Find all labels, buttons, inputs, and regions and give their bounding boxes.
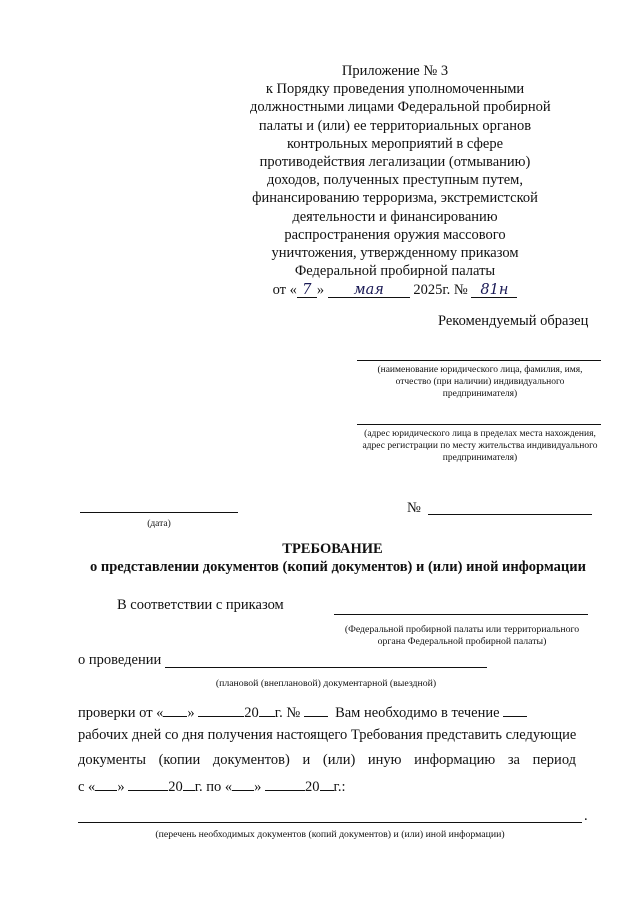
address-line [357, 424, 601, 425]
list-end-dot: . [584, 808, 588, 824]
period-to: г. по « [194, 779, 233, 795]
period-year1-blank [183, 776, 195, 791]
period-day2-blank [232, 776, 254, 791]
appendix-line: доходов, полученных преступным путем, [267, 172, 523, 189]
appendix-line: контрольных мероприятий в сфере [287, 135, 503, 152]
period-day1-blank [95, 776, 117, 791]
period-month2-blank [265, 776, 305, 791]
period-quote1: » [117, 779, 125, 795]
date-prefix: от « [272, 282, 297, 299]
date-line [80, 512, 238, 513]
recipient-caption: (наименование юридического лица, фамилия, имя, отчество (при наличии) индивидуального предпринимателя) [377, 365, 583, 399]
date-mid: » [316, 282, 325, 299]
check-number-blank [304, 702, 328, 717]
check-from: проверки от « [78, 705, 164, 721]
check-day-blank [163, 702, 187, 717]
appendix-line: к Порядку проведения уполномоченными [265, 81, 525, 98]
appendix-line: распространения оружия массового [284, 226, 506, 243]
list-line [78, 822, 582, 823]
period-year2-blank [320, 776, 334, 791]
days-blank [503, 702, 527, 717]
appendix-line: противодействия легализации (отмыванию) [259, 154, 531, 171]
check-year: 20 [244, 705, 259, 721]
body-line-3: документы (копии документов) и (или) иную информацию за период [78, 752, 577, 768]
list-caption: (перечень необходимых документов (копий документов) и (или) иной информации) [155, 829, 505, 840]
appendix-line: палаты и (или) ее территориальных органов [258, 117, 532, 134]
appendix-line: деятельности и финансированию [292, 208, 498, 225]
appendix-header [250, 62, 551, 300]
order-text: В соответствии с приказом [117, 597, 284, 613]
period-from: с « [78, 779, 96, 795]
date-caption: (дата) [147, 519, 171, 529]
appendix-line: уничтожения, утвержденному приказом [271, 245, 519, 262]
period-year2: 20 [305, 779, 320, 795]
period-year1: 20 [168, 779, 183, 795]
appendix-line: должностными лицами Федеральной пробирной [250, 99, 551, 116]
period-end: г.: [333, 779, 346, 795]
number-sign: № [407, 500, 421, 516]
period-month1-blank [128, 776, 168, 791]
period-line [78, 776, 345, 796]
about-caption: (плановой (внеплановой) документарной (выездной) [215, 678, 437, 689]
address-caption: (адрес юридического лица в пределах места нахождения, адрес регистрации по месту жительства индивидуального предпринимателя) [362, 429, 598, 463]
check-line [78, 702, 592, 722]
appendix-line: Приложение № 3 [341, 63, 449, 79]
period-quote2: » [254, 779, 262, 795]
check-text: Вам необходимо в течение [335, 705, 500, 721]
document-subtitle: о представлении документов (копий документов) и (или) иной информации [90, 559, 586, 575]
body-line-2: рабочих дней со дня получения настоящего Требования представить следующие [78, 727, 577, 743]
year-prefix: 2025 [413, 282, 443, 299]
order-line [334, 614, 588, 615]
recipient-line [357, 360, 601, 361]
document-title: ТРЕБОВАНИЕ [282, 541, 383, 557]
number-line [428, 514, 592, 515]
about-line [165, 667, 487, 668]
handwritten-month: мая [328, 283, 410, 298]
check-quote: » [187, 705, 195, 721]
sample-label: Рекомендуемый образец [438, 313, 589, 329]
handwritten-day: 7 [297, 283, 317, 298]
about-text: о проведении [78, 652, 162, 668]
order-caption: (Федеральной пробирной палаты или территориального органа Федеральной пробирной палаты) [344, 624, 580, 647]
appendix-line: финансированию терроризма, экстремистской [252, 190, 538, 207]
check-year-blank [259, 702, 275, 717]
appendix-date-line [250, 281, 540, 299]
appendix-line: Федеральной пробирной палаты [294, 263, 496, 280]
check-number-label: г. № [274, 705, 301, 721]
handwritten-number: 81н [471, 283, 517, 298]
year-suffix: г. № [442, 282, 468, 299]
check-month-blank [198, 702, 244, 717]
